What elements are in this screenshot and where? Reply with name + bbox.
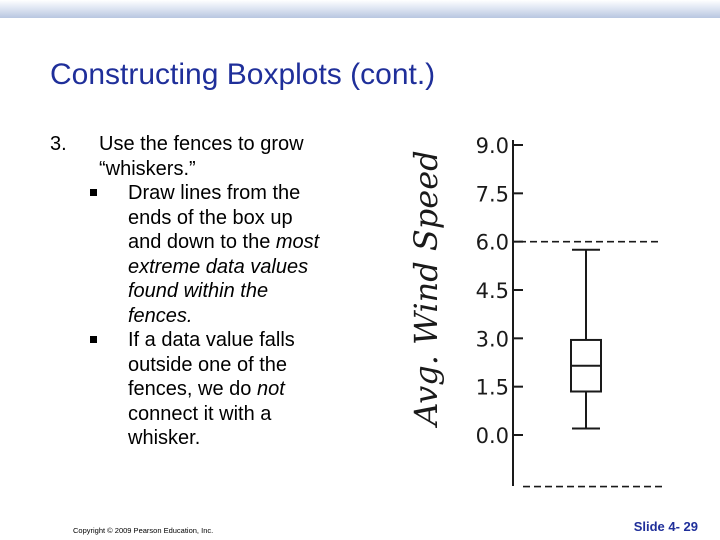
y-axis-title: Avg. Wind Speed (407, 150, 445, 426)
bullet-icon (90, 336, 97, 343)
slide-body (50, 132, 390, 451)
bullet-item: Draw lines from the ends of the box up and down to the most extreme data values found within the fences. (128, 181, 390, 328)
y-tick-label: 7.5 (475, 182, 509, 207)
y-tick-label: 6.0 (475, 230, 509, 255)
item-text: Use the fences to grow “whiskers.” (99, 133, 304, 180)
y-tick-label: 4.5 (475, 279, 509, 303)
copyright-footer: Copyright © 2009 Pearson Education, Inc. (73, 526, 214, 535)
boxplot-chart (400, 128, 670, 490)
y-tick-label: 9.0 (475, 134, 509, 158)
y-tick-label: 1.5 (475, 375, 509, 400)
header-band (0, 0, 720, 18)
bullet-item: If a data value falls outside one of the fences, we do not connect it with a whisker. (128, 328, 390, 451)
bullet-icon (90, 189, 97, 196)
slide-number: Slide 4- 29 (633, 519, 698, 534)
y-tick-label: 3.0 (475, 327, 509, 352)
y-tick-label: 0.0 (475, 424, 509, 448)
slide-title: Constructing Boxplots (cont.) (50, 58, 436, 91)
item-number: 3. (50, 133, 67, 155)
